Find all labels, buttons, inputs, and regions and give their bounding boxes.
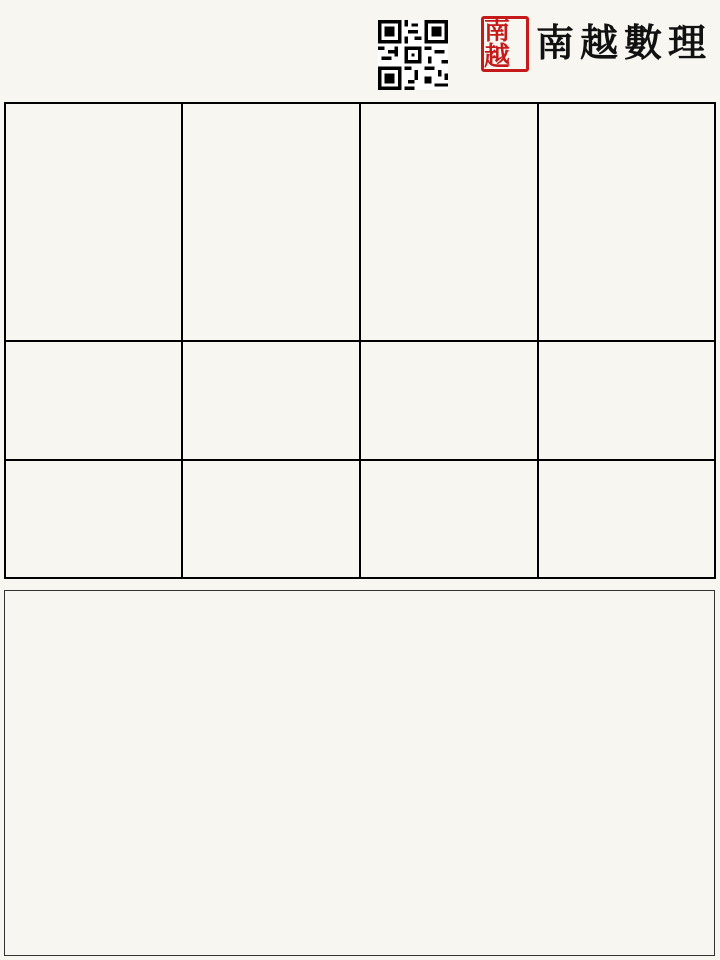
divider xyxy=(537,102,539,579)
annual-luck-grid xyxy=(4,590,715,956)
divider xyxy=(359,102,361,579)
seal-stamp: 南越 xyxy=(481,16,529,72)
divider xyxy=(181,102,183,579)
chart-header xyxy=(0,0,720,100)
brand-logo: 南越數理 xyxy=(536,20,713,65)
qr-code-icon xyxy=(378,20,448,90)
